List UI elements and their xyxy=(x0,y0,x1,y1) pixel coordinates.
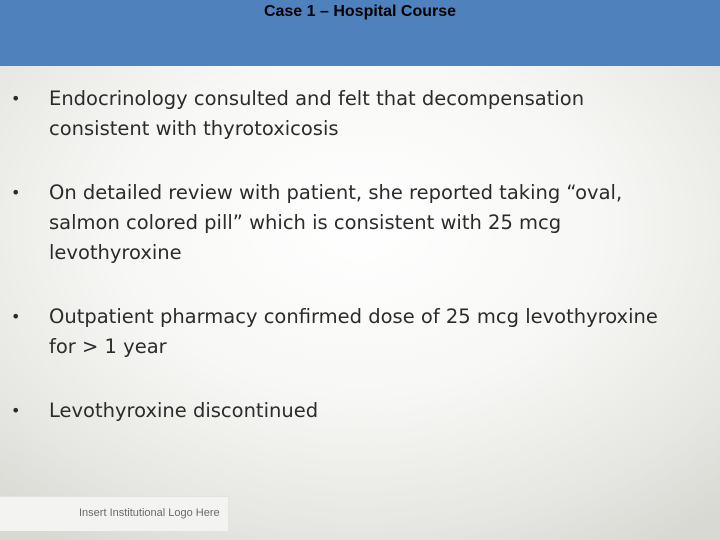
bullet-item xyxy=(0,396,720,426)
logo-placeholder-text: Insert Institutional Logo Here xyxy=(79,507,220,519)
bullet-text: Endocrinology consulted and felt that decompensation consistent with thyrotoxicosis xyxy=(49,87,585,140)
bullet-text: Levothyroxine discontinued xyxy=(49,399,319,422)
bullet-text: Outpatient pharmacy confirmed dose of 25 mcg levothyroxine for > 1 year xyxy=(49,305,658,358)
bullet-icon: • xyxy=(11,89,21,108)
bullet-list xyxy=(0,84,720,460)
bullet-icon: • xyxy=(11,401,21,420)
bullet-text: On detailed review with patient, she reported taking “oval, salmon colored pill” which is consistent with 25 mcg levothyroxine xyxy=(49,181,623,264)
bullet-item xyxy=(0,178,720,268)
bullet-item xyxy=(0,302,720,362)
bullet-item xyxy=(0,84,720,144)
bullet-icon: • xyxy=(11,183,21,202)
bullet-icon: • xyxy=(11,307,21,326)
slide-title: Case 1 – Hospital Course xyxy=(263,3,457,20)
logo-placeholder xyxy=(0,496,229,531)
title-bar xyxy=(0,0,720,66)
